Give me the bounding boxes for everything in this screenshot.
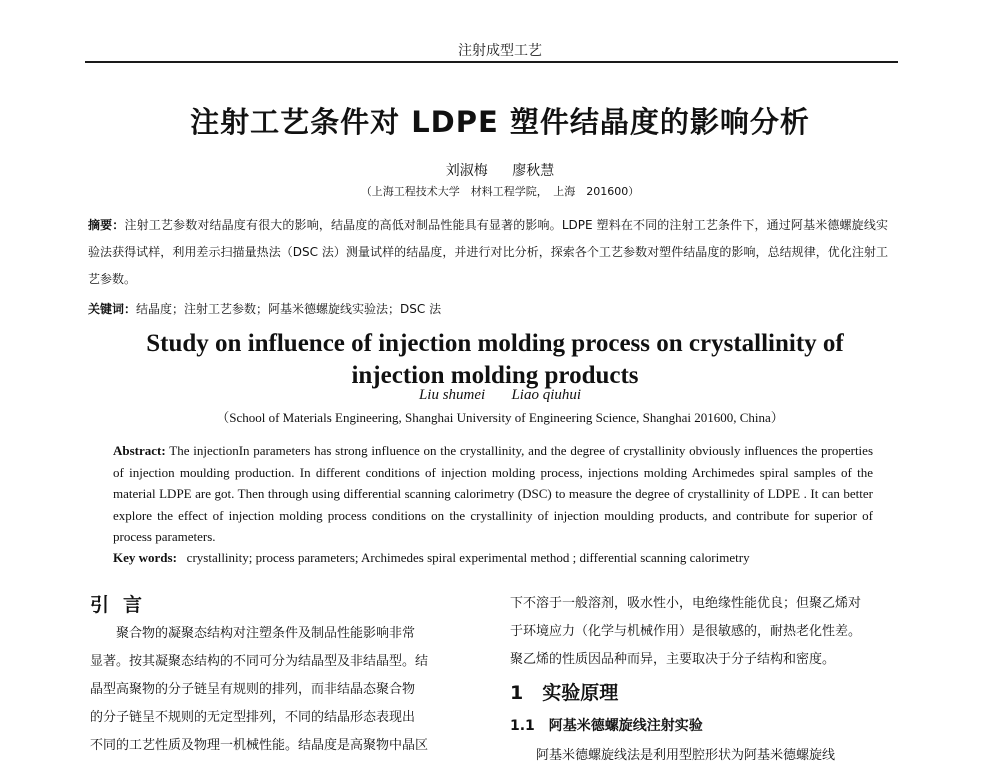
abstract-english-text: The injectionIn parameters has strong influence on the crystallinity, and the degree of crystallinity obviously influences the properties of injection moulding production. In different conditions of injection molding process, injections molding Archimedes spiral samples of the material LDPE are got. Then through using differential scanning calorimetry (DSC) to measure the degree of crystallinity of LDPE . It can better explore the effect of injection molding process conditions on the crystallinity of injection moulding products, and contribute for superior of process parameters.: [113, 443, 874, 544]
keywords-chinese-text: 结晶度；注射工艺参数；阿基米德螺旋线实验法；DSC 法: [136, 302, 442, 316]
section-heading-principle: 1 实验原理: [510, 682, 619, 704]
section-heading-introduction: 引言: [90, 594, 157, 616]
keywords-chinese-label: 关键词：: [88, 302, 137, 316]
abstract-chinese-label: 摘要：: [88, 218, 125, 232]
keywords-chinese: [88, 298, 888, 320]
title-chinese: 注射工艺条件对 LDPE 塑件结晶度的影响分析: [190, 105, 810, 139]
abstract-chinese: [88, 212, 888, 293]
abstract-chinese-text: 注射工艺参数对结晶度有很大的影响，结晶度的高低对制品性能具有显著的影响。LDPE 塑料在不同的注射工艺条件下，通过阿基米德螺旋线实验法获得试样，利用差示扫描量热法（DSC 法）测量试样的结晶度，并进行对比分析，探索各个工艺参数对塑件结晶度的影响，总结规律，优化注射工艺参数。: [88, 218, 888, 286]
running-head: 注射成型工艺: [458, 43, 542, 59]
body-line: 于环境应力（化学与机械作用）是很敏感的，耐热老化性差。: [510, 624, 862, 639]
body-line: 聚乙烯的性质因品种而异，主要取决于分子结构和密度。: [510, 652, 836, 667]
body-line: 阿基米德螺旋线法是利用型腔形状为阿基米德螺旋线: [536, 748, 836, 763]
authors-english: Liu shumei Liao qiuhui: [418, 387, 582, 403]
body-line: 晶型高聚物的分子链呈有规则的排列，而非结晶态聚合物: [90, 682, 416, 697]
header-rule: [85, 61, 898, 63]
affiliation-english: （School of Materials Engineering, Shanghai University of Engineering Science, Shanghai 201600, China）: [216, 410, 784, 425]
body-line: 聚合物的凝聚态结构对注塑条件及制品性能影响非常: [116, 626, 416, 641]
body-column-left: [90, 590, 485, 760]
body-line: 不同的工艺性质及物理一机械性能。结晶度是高聚物中晶区: [90, 738, 429, 753]
body-line: 显著。按其凝聚态结构的不同可分为结晶型及非结晶型。结: [90, 654, 429, 669]
keywords-english-label: Key words:: [113, 550, 177, 565]
affiliation-chinese: （上海工程技术大学 材料工程学院， 上海 201600）: [360, 185, 640, 198]
title-english: Study on influence of injection molding process on crystallinity of injection molding products: [146, 330, 844, 389]
body-line: 的分子链呈不规则的无定型排列，不同的结晶形态表现出: [90, 710, 416, 725]
authors-chinese: 刘淑梅 廖秋慧: [445, 163, 555, 179]
body-column-right: [510, 590, 905, 770]
abstract-english-label: Abstract:: [113, 443, 166, 458]
keywords-english-text: crystallinity; process parameters; Archimedes spiral experimental method ; differential scanning calorimetry: [186, 550, 750, 565]
keywords-english: [113, 548, 873, 568]
subsection-heading-spiral: 1.1 阿基米德螺旋线注射实验: [510, 718, 703, 734]
body-line: 下不溶于一般溶剂，吸水性小，电绝缘性能优良；但聚乙烯对: [510, 596, 862, 611]
abstract-english: [113, 440, 873, 548]
